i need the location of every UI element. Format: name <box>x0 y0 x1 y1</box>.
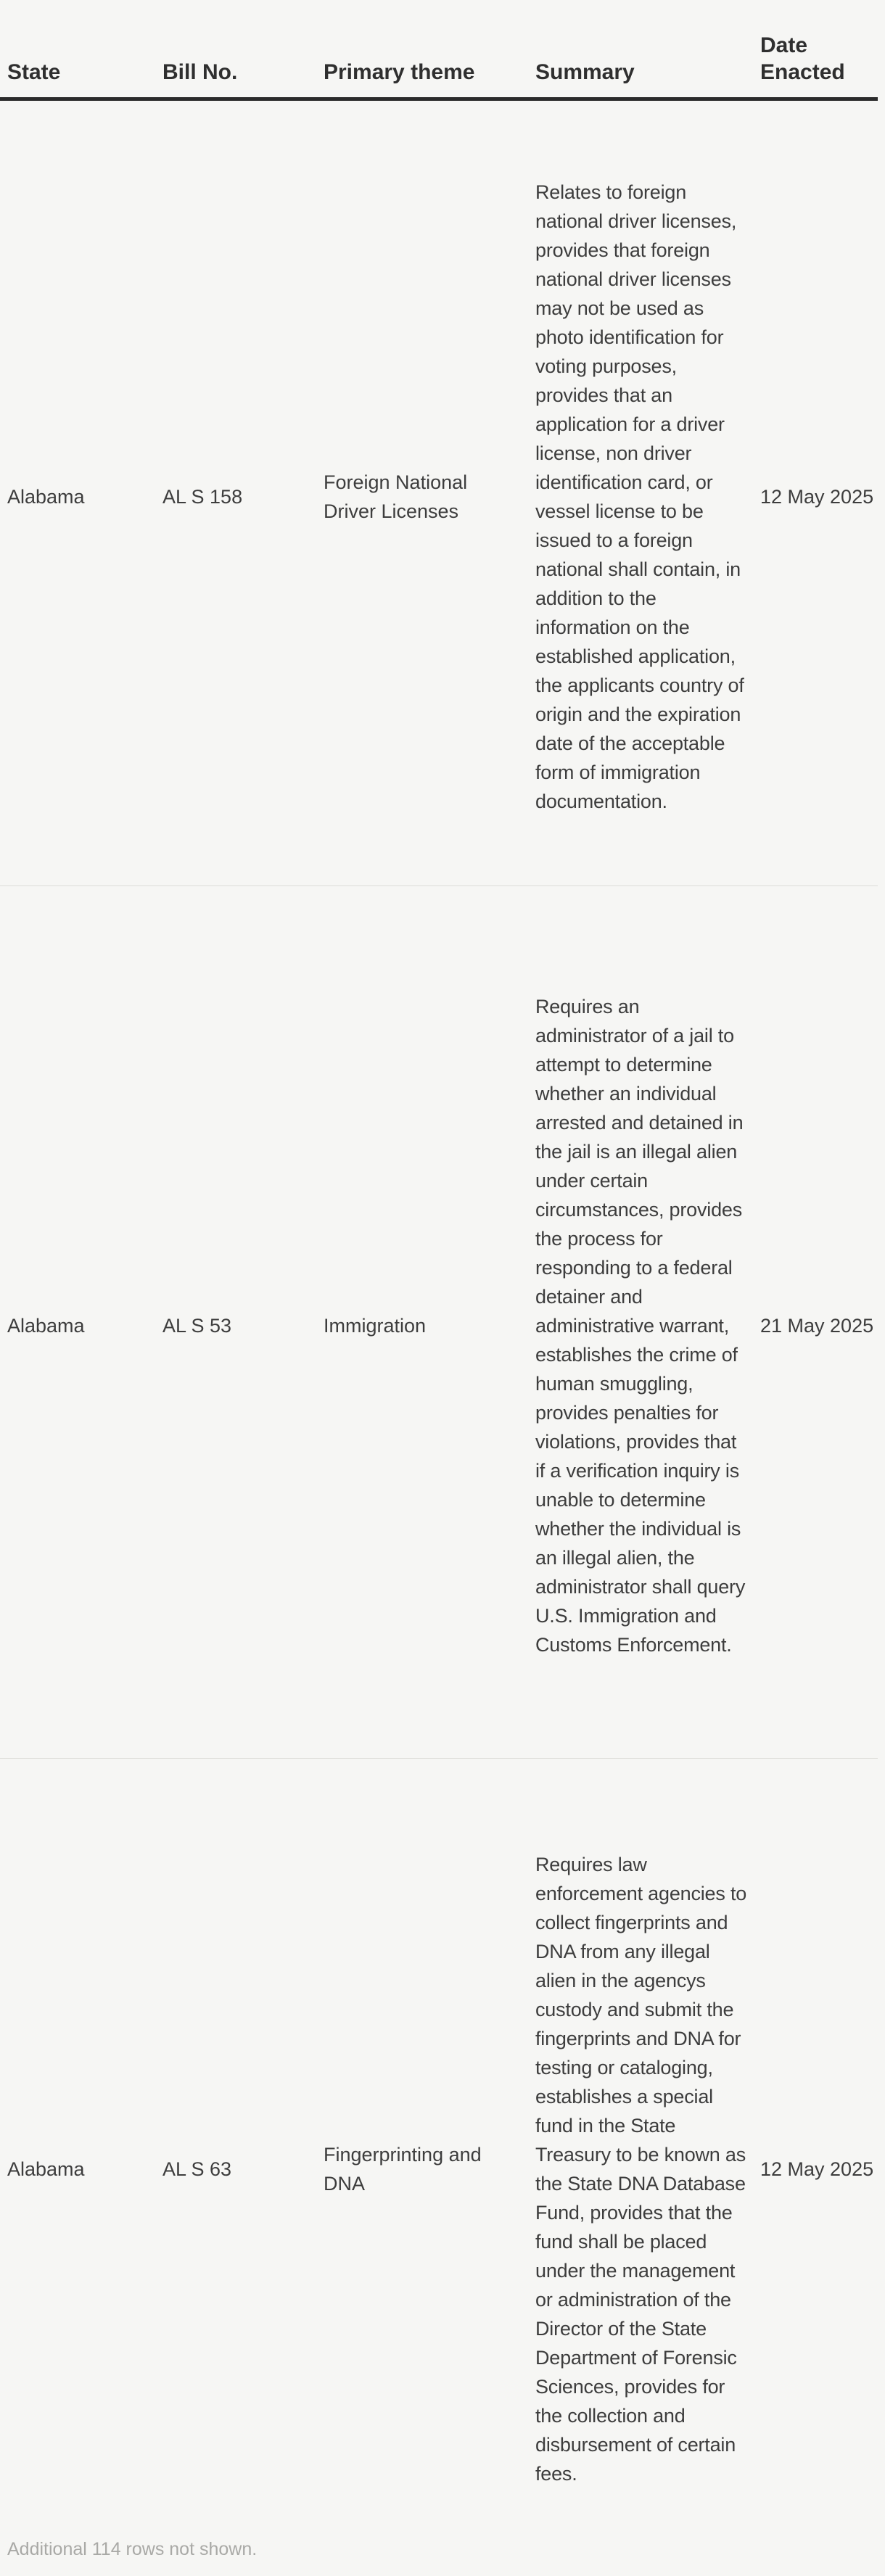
cell-date-enacted: 12 May 2025 <box>759 99 878 886</box>
header-state: State <box>0 0 155 99</box>
cell-primary-theme: Immigration <box>316 886 530 1758</box>
table-body <box>0 99 878 2572</box>
table-header <box>0 0 878 99</box>
cell-state: Alabama <box>0 99 155 886</box>
cell-date-enacted: 12 May 2025 <box>760 2158 874 2180</box>
cell-summary: Relates to foreign national driver licenses, provides that foreign national driver licenses may not be used as photo identification for voting purposes, provides that an application for a driver license, non driver identification card, or vessel license to be issued to a foreign national shall contain, in addition to the information on the established application, the applicants country of origin and the expiration date of the acceptable form of immigration documentation. <box>530 99 759 886</box>
cell-bill-no: AL S 53 <box>155 886 316 1758</box>
table-row <box>0 1758 878 2572</box>
cell-date-enacted: 21 May 2025 <box>759 886 878 1758</box>
table-row <box>0 886 878 1758</box>
header-bill-no: Bill No. <box>155 0 316 99</box>
header-primary-theme: Primary theme <box>316 0 530 99</box>
header-row <box>0 0 878 99</box>
cell-summary: Requires an administrator of a jail to attempt to determine whether an individual arrested and detained in the jail is an illegal alien under certain circumstances, provides the process for responding to a federal detainer and administrative warrant, establishes the crime of human smuggling, provides penalties for violations, provides that if a verification inquiry is unable to determine whether the individual is an illegal alien, the administrator shall query U.S. Immigration and Customs Enforcement. <box>530 886 759 1758</box>
cell-summary: Requires law enforcement agencies to collect fingerprints and DNA from any illegal alien in the agencys custody and submit the fingerprints and DNA for testing or cataloging, establishes a special fund in the State Treasury to be known as the State DNA Database Fund, provides that the fund shall be placed under the management or administration of the Director of the State Department of Forensic Sciences, provides for the collection and disbursement of certain fees. <box>535 1853 747 2485</box>
cell-bill-no: AL S 158 <box>155 99 316 886</box>
rows-not-shown-note: Additional 114 rows not shown. <box>7 2539 258 2559</box>
table-row <box>0 99 878 886</box>
cell-primary-theme: Foreign National Driver Licenses <box>316 99 530 886</box>
cell-state: Alabama <box>7 2158 85 2180</box>
cell-bill-no: AL S 63 <box>162 2158 232 2180</box>
header-summary: Summary <box>530 0 759 99</box>
cell-state: Alabama <box>0 886 155 1758</box>
cell-primary-theme: Fingerprinting and DNA <box>324 2143 482 2195</box>
header-date-enacted: Date Enacted <box>759 0 878 99</box>
